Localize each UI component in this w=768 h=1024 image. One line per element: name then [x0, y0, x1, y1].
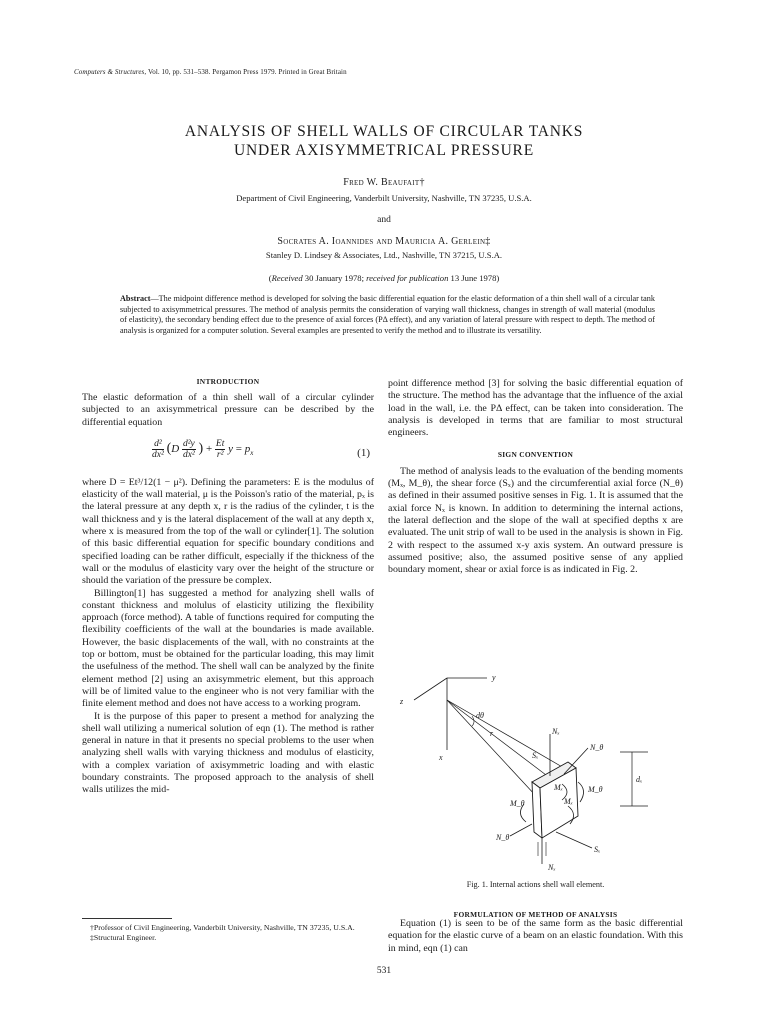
equation-number: (1) [357, 446, 370, 459]
abstract [120, 294, 655, 336]
dx-label: dₓ [636, 775, 643, 784]
received-dates: (Received 30 January 1978; received for publication 13 June 1978) [268, 273, 500, 283]
author-conjunction: and [377, 215, 391, 225]
page-number: 531 [376, 966, 392, 976]
ntheta-right-label: N_θ [590, 743, 604, 752]
footnotes [82, 923, 374, 943]
sx-bottom-arrow [556, 832, 592, 848]
sign-convention-paragraph: The method of analysis leads to the evaluation of the bending moments (Mₓ, M_θ), the shear force (Sₓ) and the circumferential axial force (N_θ) as defined in their assumed positive senses in Fig. 1. It is assumed that the axial force Nₓ is known. In addition to determining the internal actions, the lateral deflection and the slope of the wall at specified depths x are evaluated. The unit strip of wall to be used in the analysis is shown in Fig. 2 with respect to the assumed x-y axis system. An outward pressure is assumed positive; also, the assumed positive sense of any applied boundary moment, shear or axial force is as indicated in Fig. 2. [388, 465, 683, 576]
formulation-heading: FORMULATION OF METHOD OF ANALYSIS [453, 910, 618, 919]
intro-paragraph-4: It is the purpose of this paper to present a method for analyzing the shell wall utilizing a numerical solution of eqn (1). The method is rather general in nature in that it presents no special problems to the user when analyzing shell walls with varying thickness and modulus of elasticity, with a complex variation of axisymmetric loading and with elastic boundary constraints. The proposed approach to the analysis of shell walls utilizes the mid- [82, 710, 374, 796]
title-line-2: UNDER AXISYMMETRICAL PRESSURE [234, 142, 534, 159]
ntheta-left-label: N_θ [496, 833, 510, 842]
y-axis-label: y [492, 673, 496, 682]
formulation-paragraph: Equation (1) is seen to be of the same form as the basic differential equation for the elastic curve of a beam on an elastic foundation. With this in mind, eqn (1) can [388, 918, 683, 954]
radial-line-3 [447, 700, 564, 768]
sign-convention-heading: SIGN CONVENTION [497, 450, 574, 460]
mtheta-label: M_θ [588, 785, 603, 794]
abstract-label: Abstract [120, 294, 151, 303]
footnote-2: ‡Structural Engineer. [90, 933, 157, 942]
radius-label: r [490, 729, 494, 738]
intro-paragraph-3: Billington[1] has suggested a method for analyzing shell walls of constant thickness and molulus of elasticity utilizing the flexibility approach (force method). A table of functions required for computing the flexibility coefficients of the wall at the boundaries is made available. However, the basic displacements of the wall, with no constraints at the top or bottom, must be obtained for the particular loading, this may limit the usefulness of the method. The shell wall can be analyzed by the finite element method [2] using an axisymmetric element, but this approach will be of limited value to the engineer who is not very familiar with the finite element method and does not have access to a working program. [82, 587, 374, 710]
mtheta-left-label: M_θ [510, 799, 525, 808]
z-axis-line [414, 678, 447, 700]
ntheta-left-arrow [510, 824, 532, 836]
intro-paragraph-2: where D = Et³/12(1 − μ²). Defining the parameters: E is the modulus of elasticity of the wall material, μ is the Poisson's ratio of the material, pₓ is the lateral pressure at any depth x, r is the radius of the cylinder, t is the wall thickness and y is the lateral displacement of the wall at any depth x, where x is measured from the top of the wall or cylinder[1]. The solution of this basic differential equation for specific boundary conditions and specified loading can be rather difficult, especially if the thickness of the wall or the modulus of elasticity vary over the height of the structure or should the variation of the pressure be complex. [82, 476, 374, 587]
sx-top-label: Sₓ [532, 751, 539, 760]
figure-1-caption: Fig. 1. Internal actions shell wall element. [466, 880, 605, 889]
title-line-1: ANALYSIS OF SHELL WALLS OF CIRCULAR TANKS [184, 123, 584, 140]
author-primary: Fred W. Beaufait† [343, 177, 425, 188]
intro-paragraph-5: point difference method [3] for solving the basic differential equation of the structure. The method has the advantage that the influence of the axial load in the wall, i.e. the PΔ effect, can be taken into consideration. The analysis is developed in terms that are familiar to most structural engineers. [388, 378, 683, 439]
mtheta-moment-arc [578, 782, 584, 802]
paper-title [0, 122, 768, 160]
x-axis-label: x [439, 753, 443, 762]
intro-paragraph-1: The elastic deformation of a thin shell wall of a circular cylinder subjected to an axisymmetrical pressure can be described by the differential equation [82, 392, 374, 428]
affiliation-secondary: Stanley D. Lindsey & Associates, Ltd., Nashville, TN 37215, U.S.A. [265, 250, 503, 260]
sx-bottom-label: Sₓ [594, 845, 601, 854]
radial-line-2 [447, 700, 539, 796]
mx-label: Mₓ [554, 783, 563, 792]
nx-bottom-label: Nₓ [548, 863, 556, 872]
journal-header: Computers & Structures, Vol. 10, pp. 531–538. Pergamon Press 1979. Printed in Great Britain [74, 68, 347, 76]
left-column [82, 392, 374, 797]
author-secondary: Socrates A. Ioannides and Mauricia A. Gerlein‡ [277, 236, 491, 247]
figure-1-shell-element [392, 664, 682, 890]
dtheta-arc [472, 716, 474, 726]
radial-line-1 [447, 700, 550, 778]
equation-1: $\frac{\text{d²}}{\text{dx²}}$ (D $\frac{\text{d²y}}{\text{dx²}}$ ) + $\frac{Et}{\text{r²}}$ $y = p_x$ (1) [152, 438, 370, 460]
mx-lower-label: Mₓ [564, 797, 573, 806]
z-axis-label: z [400, 697, 404, 706]
nx-top-label: Nₓ [552, 727, 560, 736]
footnote-rule [82, 918, 172, 919]
abstract-text: —The midpoint difference method is developed for solving the basic differential equation for the elastic deformation of a thin shell wall of a circular tank subjected to axisymmetrical pressures. The method of analysis permits the consideration of varying wall thickness, changes in strength of wall material (modulus of elasticity), the secondary bending effect due to the presence of axial forces (PΔ effect), and any variation of lateral pressure with respect to depth. The method of analysis is organized for a computer solution. Several examples are presented to verify the method and to illustrate its versatility. [120, 294, 655, 335]
right-column [388, 378, 683, 576]
introduction-heading: INTRODUCTION [196, 377, 260, 386]
dtheta-label: dθ [476, 711, 484, 720]
affiliation-primary: Department of Civil Engineering, Vanderbilt University, Nashville, TN 37235, U.S.A. [236, 193, 532, 203]
footnote-1: †Professor of Civil Engineering, Vanderbilt University, Nashville, TN 37235, U.S.A. [90, 923, 355, 932]
